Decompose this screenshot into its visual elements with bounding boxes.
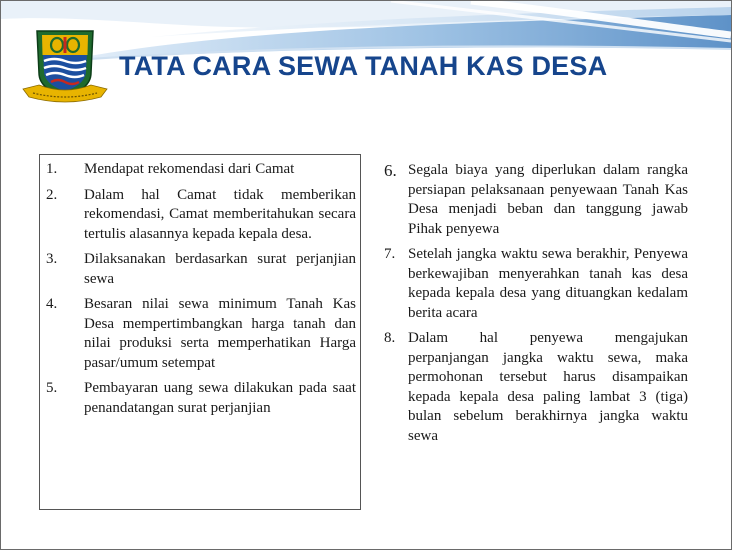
page-title: TATA CARA SEWA TANAH KAS DESA xyxy=(119,51,608,81)
item-number: 4. xyxy=(46,296,58,312)
item-text: Pembayaran uang sewa dilakukan pada saat penandatangan surat perjanjian xyxy=(84,380,356,416)
item-number: 6. xyxy=(384,161,397,180)
list-item xyxy=(40,379,356,418)
item-text: Mendapat rekomendasi dari Camat xyxy=(84,161,295,177)
right-item-list xyxy=(384,161,688,446)
item-number: 8. xyxy=(384,330,396,346)
item-text: Segala biaya yang diperlukan dalam rangka persiapan pelaksanaan penyewaan Tanah Kas Desa menjadi beban dan tanggung jawab Pihak penyewa xyxy=(408,162,688,237)
list-item xyxy=(40,160,356,180)
item-number: 1. xyxy=(46,161,58,177)
regency-coat-of-arms-icon xyxy=(21,27,109,105)
item-text: Dalam hal penyewa mengajukan perpanjangan jangka waktu sewa, maka permohonan tersebut harus disampaikan kepada kepala desa paling lambat 3 (tiga) bulan sebelum berakhirnya jangka waktu sewa xyxy=(408,330,688,444)
item-text: Dalam hal Camat tidak memberikan rekomendasi, Camat memberitahukan secara tertulis alasannya kepada kepala desa. xyxy=(84,186,356,242)
item-text: Besaran nilai sewa minimum Tanah Kas Desa mempertimbangkan harga tanah dan nilai produksi serta memperhatikan Harga pasar/umum setempat xyxy=(84,296,356,371)
right-list-column xyxy=(384,161,688,452)
item-text: Dilaksanakan berdasarkan surat perjanjian sewa xyxy=(84,251,356,287)
list-item xyxy=(40,186,356,245)
list-item xyxy=(384,329,688,446)
item-number: 7. xyxy=(384,246,396,262)
item-text: Setelah jangka waktu sewa berakhir, Penyewa berkewajiban menyerahkan tanah kas desa kepada kepala desa yang dituangkan kedalam berita acara xyxy=(408,246,688,321)
item-number: 5. xyxy=(46,380,58,396)
item-number: 3. xyxy=(46,251,58,267)
list-item xyxy=(384,161,688,239)
left-list-box xyxy=(39,154,361,510)
left-item-list xyxy=(40,160,356,424)
list-item xyxy=(384,245,688,323)
list-item xyxy=(40,295,356,373)
item-number: 2. xyxy=(46,186,58,203)
list-item xyxy=(40,250,356,289)
